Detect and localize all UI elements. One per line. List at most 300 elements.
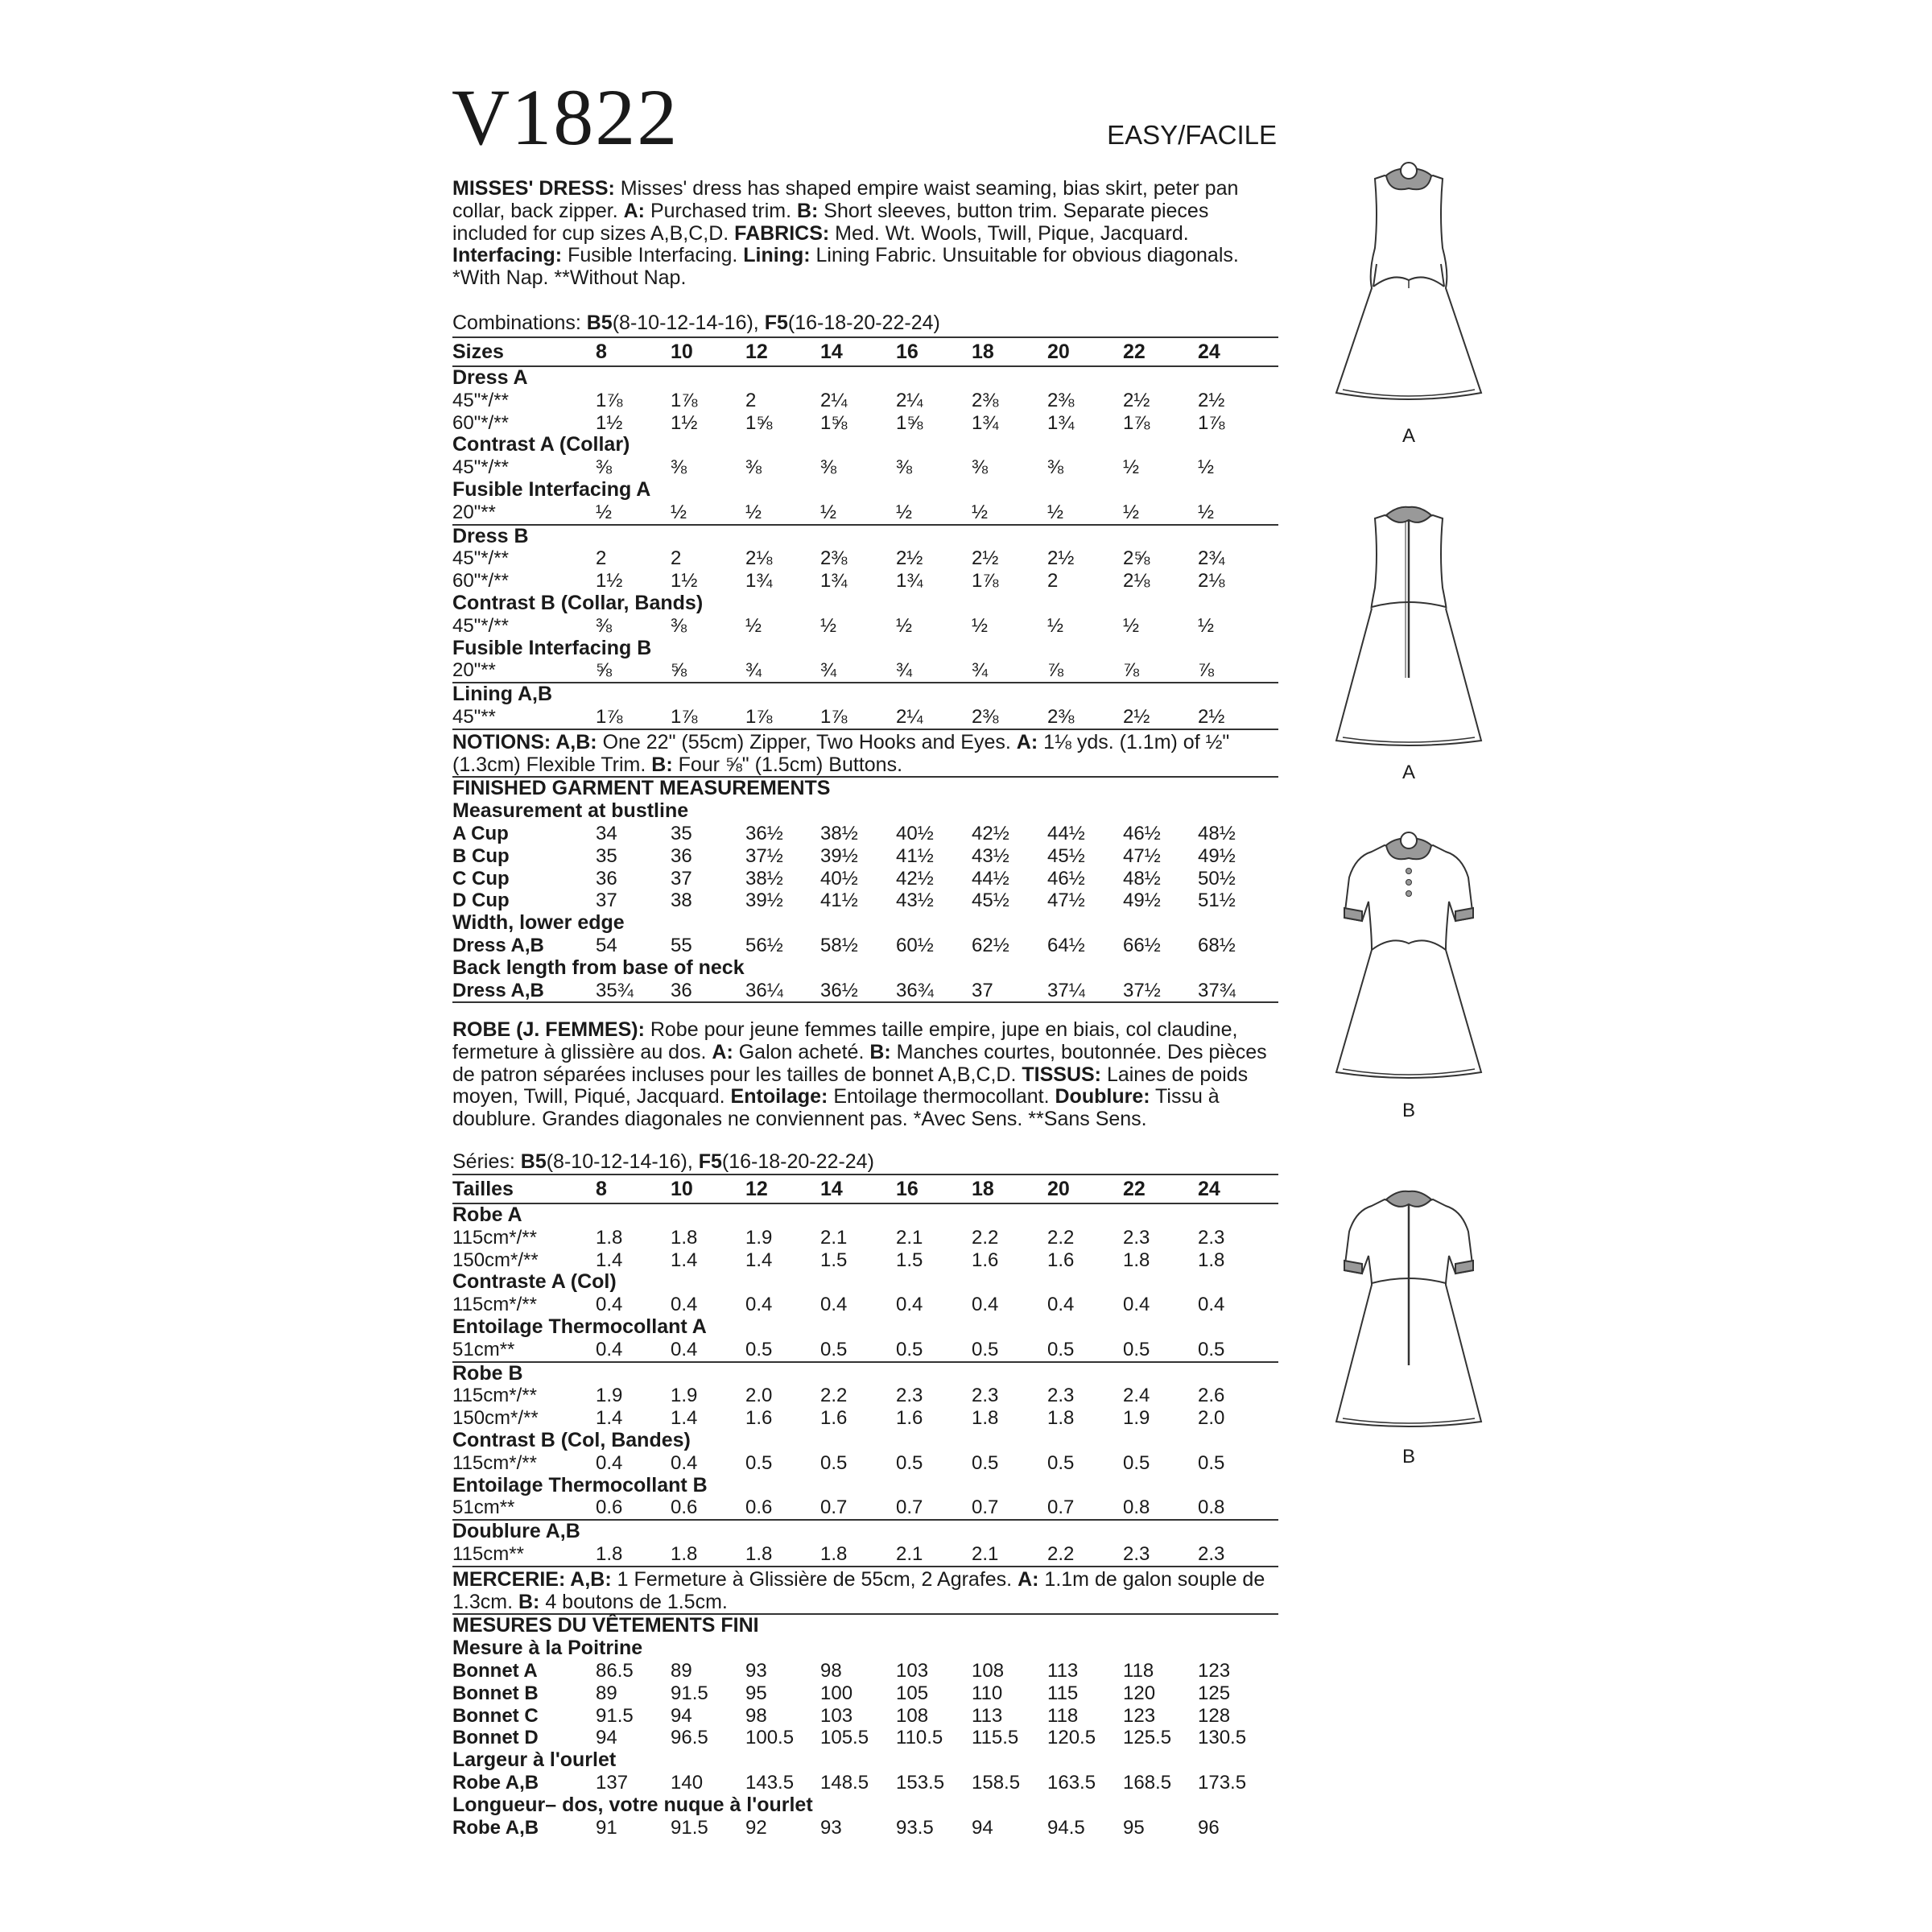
table-cell: 113 xyxy=(1047,1659,1079,1682)
table-cell: 0.5 xyxy=(1047,1451,1075,1474)
table-cell: 36 xyxy=(671,844,692,867)
table-cell: 86.5 xyxy=(596,1659,634,1682)
french-description xyxy=(452,1019,1282,1131)
table-cell: 0.6 xyxy=(596,1496,623,1519)
table-cell: 60½ xyxy=(896,934,934,956)
table-cell: 96 xyxy=(1198,1816,1220,1839)
group-heading xyxy=(452,434,1278,456)
table-cell: ⅜ xyxy=(1047,456,1064,479)
table-cell: 98 xyxy=(820,1659,842,1682)
size-header: 18 xyxy=(972,341,994,363)
bold-text: B: xyxy=(518,1590,540,1613)
body-text: Tissu à doublure. Grandes diagonales ne conviennent pas. *Avec Sens. **Sans Sens. xyxy=(452,1085,1220,1131)
table-cell: 125.5 xyxy=(1123,1727,1172,1749)
english-yardage-table xyxy=(452,336,1278,1003)
combination-code: F5 xyxy=(698,1150,722,1173)
bold-text: NOTIONS: A,B: xyxy=(452,730,597,753)
table-cell: 0.5 xyxy=(1123,1451,1150,1474)
table-cell: 96.5 xyxy=(671,1727,708,1749)
table-cell: 1.8 xyxy=(596,1226,623,1249)
view-label: A xyxy=(1402,762,1415,783)
table-cell: 103 xyxy=(820,1704,853,1727)
row-label: 150cm*/** xyxy=(452,1407,539,1430)
table-row xyxy=(452,845,1278,868)
table-cell: 113 xyxy=(972,1704,1003,1727)
table-cell: 93 xyxy=(820,1816,842,1839)
table-cell: 37½ xyxy=(745,844,783,867)
table-cell: 1.8 xyxy=(820,1542,848,1565)
table-cell: 1.4 xyxy=(671,1249,698,1271)
table-cell: 2¼ xyxy=(896,705,923,728)
table-cell: 2⅜ xyxy=(1047,389,1075,411)
table-row xyxy=(452,868,1278,890)
table-cell: 2¼ xyxy=(820,389,848,411)
table-cell: 49½ xyxy=(1198,844,1236,867)
table-row xyxy=(452,659,1278,682)
group-label: Doublure A,B xyxy=(452,1520,580,1543)
table-cell: 1⅞ xyxy=(820,705,848,728)
table-cell: 47½ xyxy=(1123,844,1161,867)
table-cell: 0.4 xyxy=(1123,1294,1150,1316)
table-row xyxy=(452,1339,1278,1361)
group-heading xyxy=(452,1519,1278,1543)
table-cell: ½ xyxy=(972,614,989,637)
view-label: B xyxy=(1402,1100,1415,1121)
table-cell: 1⅝ xyxy=(745,411,773,434)
table-cell: 2½ xyxy=(1123,389,1150,411)
table-cell: 103 xyxy=(896,1659,929,1682)
table-cell: 1½ xyxy=(671,570,698,592)
table-cell: 2½ xyxy=(972,547,999,570)
table-cell: 100.5 xyxy=(745,1727,795,1749)
table-cell: 1.4 xyxy=(596,1249,623,1271)
table-cell: 105.5 xyxy=(820,1727,869,1749)
body-text: Fusible Interfacing. xyxy=(562,244,744,267)
body-text: Manches courtes, boutonnée. Des pièces de patron séparées incluses pour les tailles de bonnet A,B,C,D. xyxy=(452,1040,1267,1086)
table-cell: 2⅛ xyxy=(745,547,773,570)
table-cell: 92 xyxy=(745,1816,767,1839)
table-row xyxy=(452,890,1278,912)
table-cell: 1.8 xyxy=(1047,1407,1075,1430)
table-row xyxy=(452,390,1278,412)
table-cell: 36½ xyxy=(820,979,858,1001)
table-cell: 93.5 xyxy=(896,1816,934,1839)
bold-text: A: xyxy=(623,199,646,222)
table-cell: 1½ xyxy=(596,570,623,592)
table-cell: 38½ xyxy=(820,822,858,844)
table-cell: 1⅞ xyxy=(596,705,623,728)
table-cell: 44½ xyxy=(972,867,1009,890)
group-label: Fusible Interfacing A xyxy=(452,477,651,501)
row-label: 150cm*/** xyxy=(452,1249,539,1271)
table-cell: 0.5 xyxy=(745,1338,773,1360)
bold-text: MERCERIE: A,B: xyxy=(452,1567,612,1591)
table-row xyxy=(452,1543,1278,1566)
table-cell: ⅜ xyxy=(671,614,687,637)
sizes-header-row xyxy=(452,336,1278,367)
group-label: Robe A xyxy=(452,1203,522,1226)
row-label: B Cup xyxy=(452,844,510,867)
table-cell: ⅞ xyxy=(1198,659,1215,682)
table-cell: 1⅞ xyxy=(596,389,623,411)
row-label: Robe A,B xyxy=(452,1816,539,1839)
table-cell: ½ xyxy=(745,614,762,637)
table-cell: 37½ xyxy=(1123,979,1161,1001)
row-label: Robe A,B xyxy=(452,1771,539,1794)
table-cell: 137 xyxy=(596,1771,629,1794)
row-label: 45"*/** xyxy=(452,547,509,570)
table-cell: 51½ xyxy=(1198,890,1236,912)
table-cell: 140 xyxy=(671,1771,704,1794)
bold-text: A: xyxy=(1018,1567,1039,1591)
table-cell: ¾ xyxy=(972,659,989,682)
table-cell: 2.4 xyxy=(1123,1385,1150,1407)
table-cell: 2½ xyxy=(1198,705,1225,728)
table-cell: ⅞ xyxy=(1047,659,1064,682)
view-b-front-illustration xyxy=(1320,821,1497,1127)
size-header: 12 xyxy=(745,1178,768,1200)
table-cell: 56½ xyxy=(745,934,783,956)
group-label: Fusible Interfacing B xyxy=(452,636,652,659)
table-cell: 100 xyxy=(820,1682,853,1704)
bold-text: B: xyxy=(796,199,819,222)
table-cell: ½ xyxy=(1198,456,1215,479)
table-cell: 46½ xyxy=(1123,822,1161,844)
table-cell: 2.6 xyxy=(1198,1385,1225,1407)
table-row xyxy=(452,706,1278,729)
size-header: 10 xyxy=(671,341,693,363)
table-cell: 47½ xyxy=(1047,890,1085,912)
bold-text: FABRICS: xyxy=(734,221,830,245)
table-cell: 98 xyxy=(745,1704,767,1727)
group-heading xyxy=(452,638,1278,660)
table-cell: 1.8 xyxy=(671,1542,698,1565)
table-cell: ⅜ xyxy=(896,456,913,479)
table-cell: ½ xyxy=(1198,614,1215,637)
table-cell: 2⅜ xyxy=(820,547,848,570)
table-cell: 0.4 xyxy=(671,1451,698,1474)
table-cell: 2.1 xyxy=(972,1542,999,1565)
table-cell: 2¼ xyxy=(896,389,923,411)
difficulty-level: EASY/FACILE xyxy=(1107,120,1277,150)
table-cell: 0.5 xyxy=(972,1451,999,1474)
table-cell: 2.2 xyxy=(972,1226,999,1249)
table-cell: 2.3 xyxy=(1198,1542,1225,1565)
bold-text: A: xyxy=(1016,730,1038,753)
table-row xyxy=(452,1227,1278,1249)
table-cell: 108 xyxy=(972,1659,1005,1682)
table-cell: 163.5 xyxy=(1047,1771,1096,1794)
bold-text: Doublure: xyxy=(1055,1085,1150,1108)
table-cell: 89 xyxy=(596,1682,617,1704)
body-text: Short sleeves, button trim. Separate pieces included for cup sizes A,B,C,D. xyxy=(452,199,1209,245)
row-label: 115cm*/** xyxy=(452,1385,537,1407)
table-cell: 1⅝ xyxy=(896,411,923,434)
table-cell: 1.8 xyxy=(1123,1249,1150,1271)
table-cell: 36 xyxy=(596,867,617,890)
table-cell: 0.4 xyxy=(1047,1294,1075,1316)
table-cell: 1.8 xyxy=(745,1542,773,1565)
table-cell: ½ xyxy=(671,501,687,523)
notions-paragraph xyxy=(452,1566,1278,1614)
table-cell: 0.5 xyxy=(1123,1338,1150,1360)
table-row xyxy=(452,570,1278,592)
table-cell: ⅜ xyxy=(596,456,613,479)
group-label: Contrast B (Collar, Bands) xyxy=(452,591,704,614)
row-label: Bonnet D xyxy=(452,1727,539,1749)
table-row xyxy=(452,980,1278,1004)
table-cell: 0.4 xyxy=(972,1294,999,1316)
table-cell: 40½ xyxy=(820,867,858,890)
table-cell: 2 xyxy=(671,547,682,570)
table-cell: 91.5 xyxy=(671,1816,708,1839)
measurement-subheading: Measurement at bustline xyxy=(452,799,689,823)
combinations-label: Séries: xyxy=(452,1150,521,1173)
table-cell: 0.7 xyxy=(1047,1496,1075,1519)
group-label: Entoilage Thermocollant B xyxy=(452,1473,708,1496)
pattern-number: V1822 xyxy=(452,72,679,162)
table-row xyxy=(452,1294,1278,1316)
measurement-subheading: Mesure à la Poitrine xyxy=(452,1637,643,1660)
view-a-front-illustration xyxy=(1320,151,1497,449)
table-cell: 39½ xyxy=(820,844,858,867)
size-header: 10 xyxy=(671,1178,693,1200)
table-row xyxy=(452,1705,1278,1728)
group-heading xyxy=(452,1361,1278,1385)
group-label: Dress A xyxy=(452,366,528,389)
table-cell: 58½ xyxy=(820,934,858,956)
group-heading xyxy=(452,1271,1278,1294)
table-cell: 49½ xyxy=(1123,890,1161,912)
table-cell: 38½ xyxy=(745,867,783,890)
group-label: Contrast A (Collar) xyxy=(452,433,630,456)
table-cell: 46½ xyxy=(1047,867,1085,890)
table-cell: 95 xyxy=(1123,1816,1145,1839)
table-cell: 0.4 xyxy=(896,1294,923,1316)
view-a-back-illustration xyxy=(1320,491,1497,789)
table-cell: 1.9 xyxy=(745,1226,773,1249)
row-label: Bonnet A xyxy=(452,1659,538,1682)
table-cell: 0.7 xyxy=(896,1496,923,1519)
table-cell: ½ xyxy=(745,501,762,523)
group-label: Contrast B (Col, Bandes) xyxy=(452,1428,691,1451)
size-header: 8 xyxy=(596,341,607,363)
table-cell: 91.5 xyxy=(671,1682,708,1704)
bold-text: ROBE (J. FEMMES): xyxy=(452,1018,645,1041)
table-cell: 39½ xyxy=(745,890,783,912)
table-cell: 118 xyxy=(1123,1659,1154,1682)
table-cell: 1.4 xyxy=(671,1407,698,1430)
row-label: 115cm*/** xyxy=(452,1451,537,1474)
row-label: 45"** xyxy=(452,705,496,728)
table-cell: ⅜ xyxy=(820,456,837,479)
table-cell: 1.6 xyxy=(745,1407,773,1430)
table-cell: 1⅞ xyxy=(1123,411,1150,434)
table-cell: 68½ xyxy=(1198,934,1236,956)
table-cell: 1.4 xyxy=(745,1249,773,1271)
table-row xyxy=(452,502,1278,524)
row-label: 45"*/** xyxy=(452,456,509,479)
table-cell: 2½ xyxy=(896,547,923,570)
table-cell: 120.5 xyxy=(1047,1727,1096,1749)
row-label: 115cm** xyxy=(452,1542,524,1565)
bold-text: Entoilage: xyxy=(730,1085,828,1108)
table-cell: ½ xyxy=(1047,614,1064,637)
table-cell: 45½ xyxy=(972,890,1009,912)
group-heading xyxy=(452,1430,1278,1452)
table-cell: 1½ xyxy=(671,411,698,434)
table-cell: 0.4 xyxy=(596,1338,623,1360)
table-cell: 1¾ xyxy=(1047,411,1075,434)
table-row xyxy=(452,412,1278,435)
measurement-subheading: Largeur à l'ourlet xyxy=(452,1748,617,1772)
combinations-label: Combinations: xyxy=(452,312,587,334)
size-header: 8 xyxy=(596,1178,607,1200)
view-b-back-illustration xyxy=(1320,1175,1497,1481)
group-heading xyxy=(452,479,1278,502)
body-text: Med. Wt. Wools, Twill, Pique, Jacquard. xyxy=(829,221,1189,245)
sizes-header-row xyxy=(452,1174,1278,1204)
group-heading xyxy=(452,682,1278,706)
body-text: 1 Fermeture à Glissière de 55cm, 2 Agrafes. xyxy=(611,1567,1018,1591)
table-cell: ⅝ xyxy=(671,659,687,682)
table-cell: 0.6 xyxy=(745,1496,773,1519)
table-cell: 1.8 xyxy=(1198,1249,1225,1271)
table-cell: 2⅛ xyxy=(1198,570,1225,592)
table-cell: 2½ xyxy=(1047,547,1075,570)
table-cell: 1.6 xyxy=(820,1407,848,1430)
table-cell: 44½ xyxy=(1047,822,1085,844)
bold-text: B: xyxy=(651,753,673,776)
table-cell: ½ xyxy=(896,614,913,637)
table-cell: ½ xyxy=(972,501,989,523)
sizes-label: Tailles xyxy=(452,1178,514,1200)
row-label: Bonnet C xyxy=(452,1704,539,1727)
table-cell: 0.4 xyxy=(820,1294,848,1316)
table-cell: 0.4 xyxy=(671,1338,698,1360)
group-heading xyxy=(452,1316,1278,1339)
table-cell: ½ xyxy=(1123,501,1140,523)
table-cell: 108 xyxy=(896,1704,929,1727)
english-combinations xyxy=(452,311,940,335)
table-cell: 94 xyxy=(972,1816,993,1839)
table-cell: 0.4 xyxy=(596,1294,623,1316)
table-cell: 1.8 xyxy=(596,1542,623,1565)
table-cell: 2⅜ xyxy=(972,705,999,728)
table-cell: ½ xyxy=(820,614,837,637)
table-cell: ½ xyxy=(1198,501,1215,523)
table-cell: 2.1 xyxy=(896,1226,923,1249)
table-cell: 1⅞ xyxy=(972,570,999,592)
table-cell: 1⅞ xyxy=(671,705,698,728)
table-cell: 1.5 xyxy=(820,1249,848,1271)
table-cell: 0.5 xyxy=(820,1451,848,1474)
table-cell: 2 xyxy=(745,389,757,411)
table-cell: 37¼ xyxy=(1047,979,1085,1001)
table-cell: 48½ xyxy=(1123,867,1161,890)
table-cell: 2.1 xyxy=(896,1542,923,1565)
size-header: 20 xyxy=(1047,341,1070,363)
table-cell: 158.5 xyxy=(972,1771,1021,1794)
size-header: 20 xyxy=(1047,1178,1070,1200)
body-text: 1.1m de galon souple de 1.3cm. xyxy=(452,1567,1265,1613)
table-cell: ¾ xyxy=(820,659,837,682)
group-heading xyxy=(452,1475,1278,1497)
table-cell: 110.5 xyxy=(896,1727,943,1749)
body-text: Misses' dress has shaped empire waist seaming, bias skirt, peter pan collar, back zipper. xyxy=(452,177,1239,222)
table-row xyxy=(452,1249,1278,1272)
table-cell: 37 xyxy=(671,867,692,890)
table-cell: 0.8 xyxy=(1123,1496,1150,1519)
bold-text: Interfacing: xyxy=(452,244,563,267)
table-cell: 94 xyxy=(671,1704,692,1727)
size-header: 24 xyxy=(1198,341,1220,363)
table-cell: 0.5 xyxy=(972,1338,999,1360)
group-label: Lining A,B xyxy=(452,683,553,706)
table-cell: 2.3 xyxy=(972,1385,999,1407)
group-label: Dress B xyxy=(452,524,529,547)
table-row xyxy=(452,1496,1278,1519)
table-row xyxy=(452,1682,1278,1705)
table-cell: 123 xyxy=(1123,1704,1156,1727)
table-cell: 64½ xyxy=(1047,934,1085,956)
table-cell: 0.5 xyxy=(745,1451,773,1474)
body-text: 1⅛ yds. (1.1m) of ½" (1.3cm) Flexible Trim. xyxy=(452,730,1230,776)
table-cell: 123 xyxy=(1198,1659,1231,1682)
measurement-subheading: Longueur– dos, votre nuque à l'ourlet xyxy=(452,1793,813,1816)
table-cell: 1⅞ xyxy=(745,705,773,728)
table-cell: ½ xyxy=(1123,456,1140,479)
table-cell: 50½ xyxy=(1198,867,1236,890)
table-cell: 168.5 xyxy=(1123,1771,1172,1794)
table-cell: ⅞ xyxy=(1123,659,1140,682)
table-cell: 0.5 xyxy=(1047,1338,1075,1360)
table-cell: ⅜ xyxy=(745,456,762,479)
table-cell: ½ xyxy=(1047,501,1064,523)
table-cell: 2½ xyxy=(1123,705,1150,728)
row-label: 51cm** xyxy=(452,1338,515,1360)
table-cell: 1.5 xyxy=(896,1249,923,1271)
table-cell: 173.5 xyxy=(1198,1771,1247,1794)
table-cell: 2.3 xyxy=(1198,1226,1225,1249)
table-cell: 95 xyxy=(745,1682,767,1704)
row-label: 60"*/** xyxy=(452,411,509,434)
table-cell: 0.4 xyxy=(671,1294,698,1316)
table-row xyxy=(452,1727,1278,1749)
table-cell: 0.8 xyxy=(1198,1496,1225,1519)
view-a-back-icon xyxy=(1320,491,1497,757)
table-cell: 2.3 xyxy=(1047,1385,1075,1407)
table-cell: ½ xyxy=(596,501,613,523)
bold-text: Lining: xyxy=(743,244,811,267)
finished-measurements-title: MESURES DU VÊTEMENTS FINI xyxy=(452,1613,1278,1637)
table-cell: 2.3 xyxy=(1123,1542,1150,1565)
table-cell: 0.5 xyxy=(896,1451,923,1474)
group-heading xyxy=(452,367,1278,390)
table-cell: 130.5 xyxy=(1198,1727,1247,1749)
combination-range: (8-10-12-14-16), xyxy=(612,312,765,334)
row-label: D Cup xyxy=(452,890,510,912)
table-cell: 1.4 xyxy=(596,1407,623,1430)
table-cell: 37¾ xyxy=(1198,979,1236,1001)
table-cell: 1.6 xyxy=(972,1249,999,1271)
body-text: Four ⅝" (1.5cm) Buttons. xyxy=(672,753,903,776)
group-heading xyxy=(452,1204,1278,1227)
table-cell: 89 xyxy=(671,1659,692,1682)
table-cell: ⅜ xyxy=(972,456,989,479)
table-cell: 42½ xyxy=(896,867,934,890)
table-cell: 0.7 xyxy=(972,1496,999,1519)
